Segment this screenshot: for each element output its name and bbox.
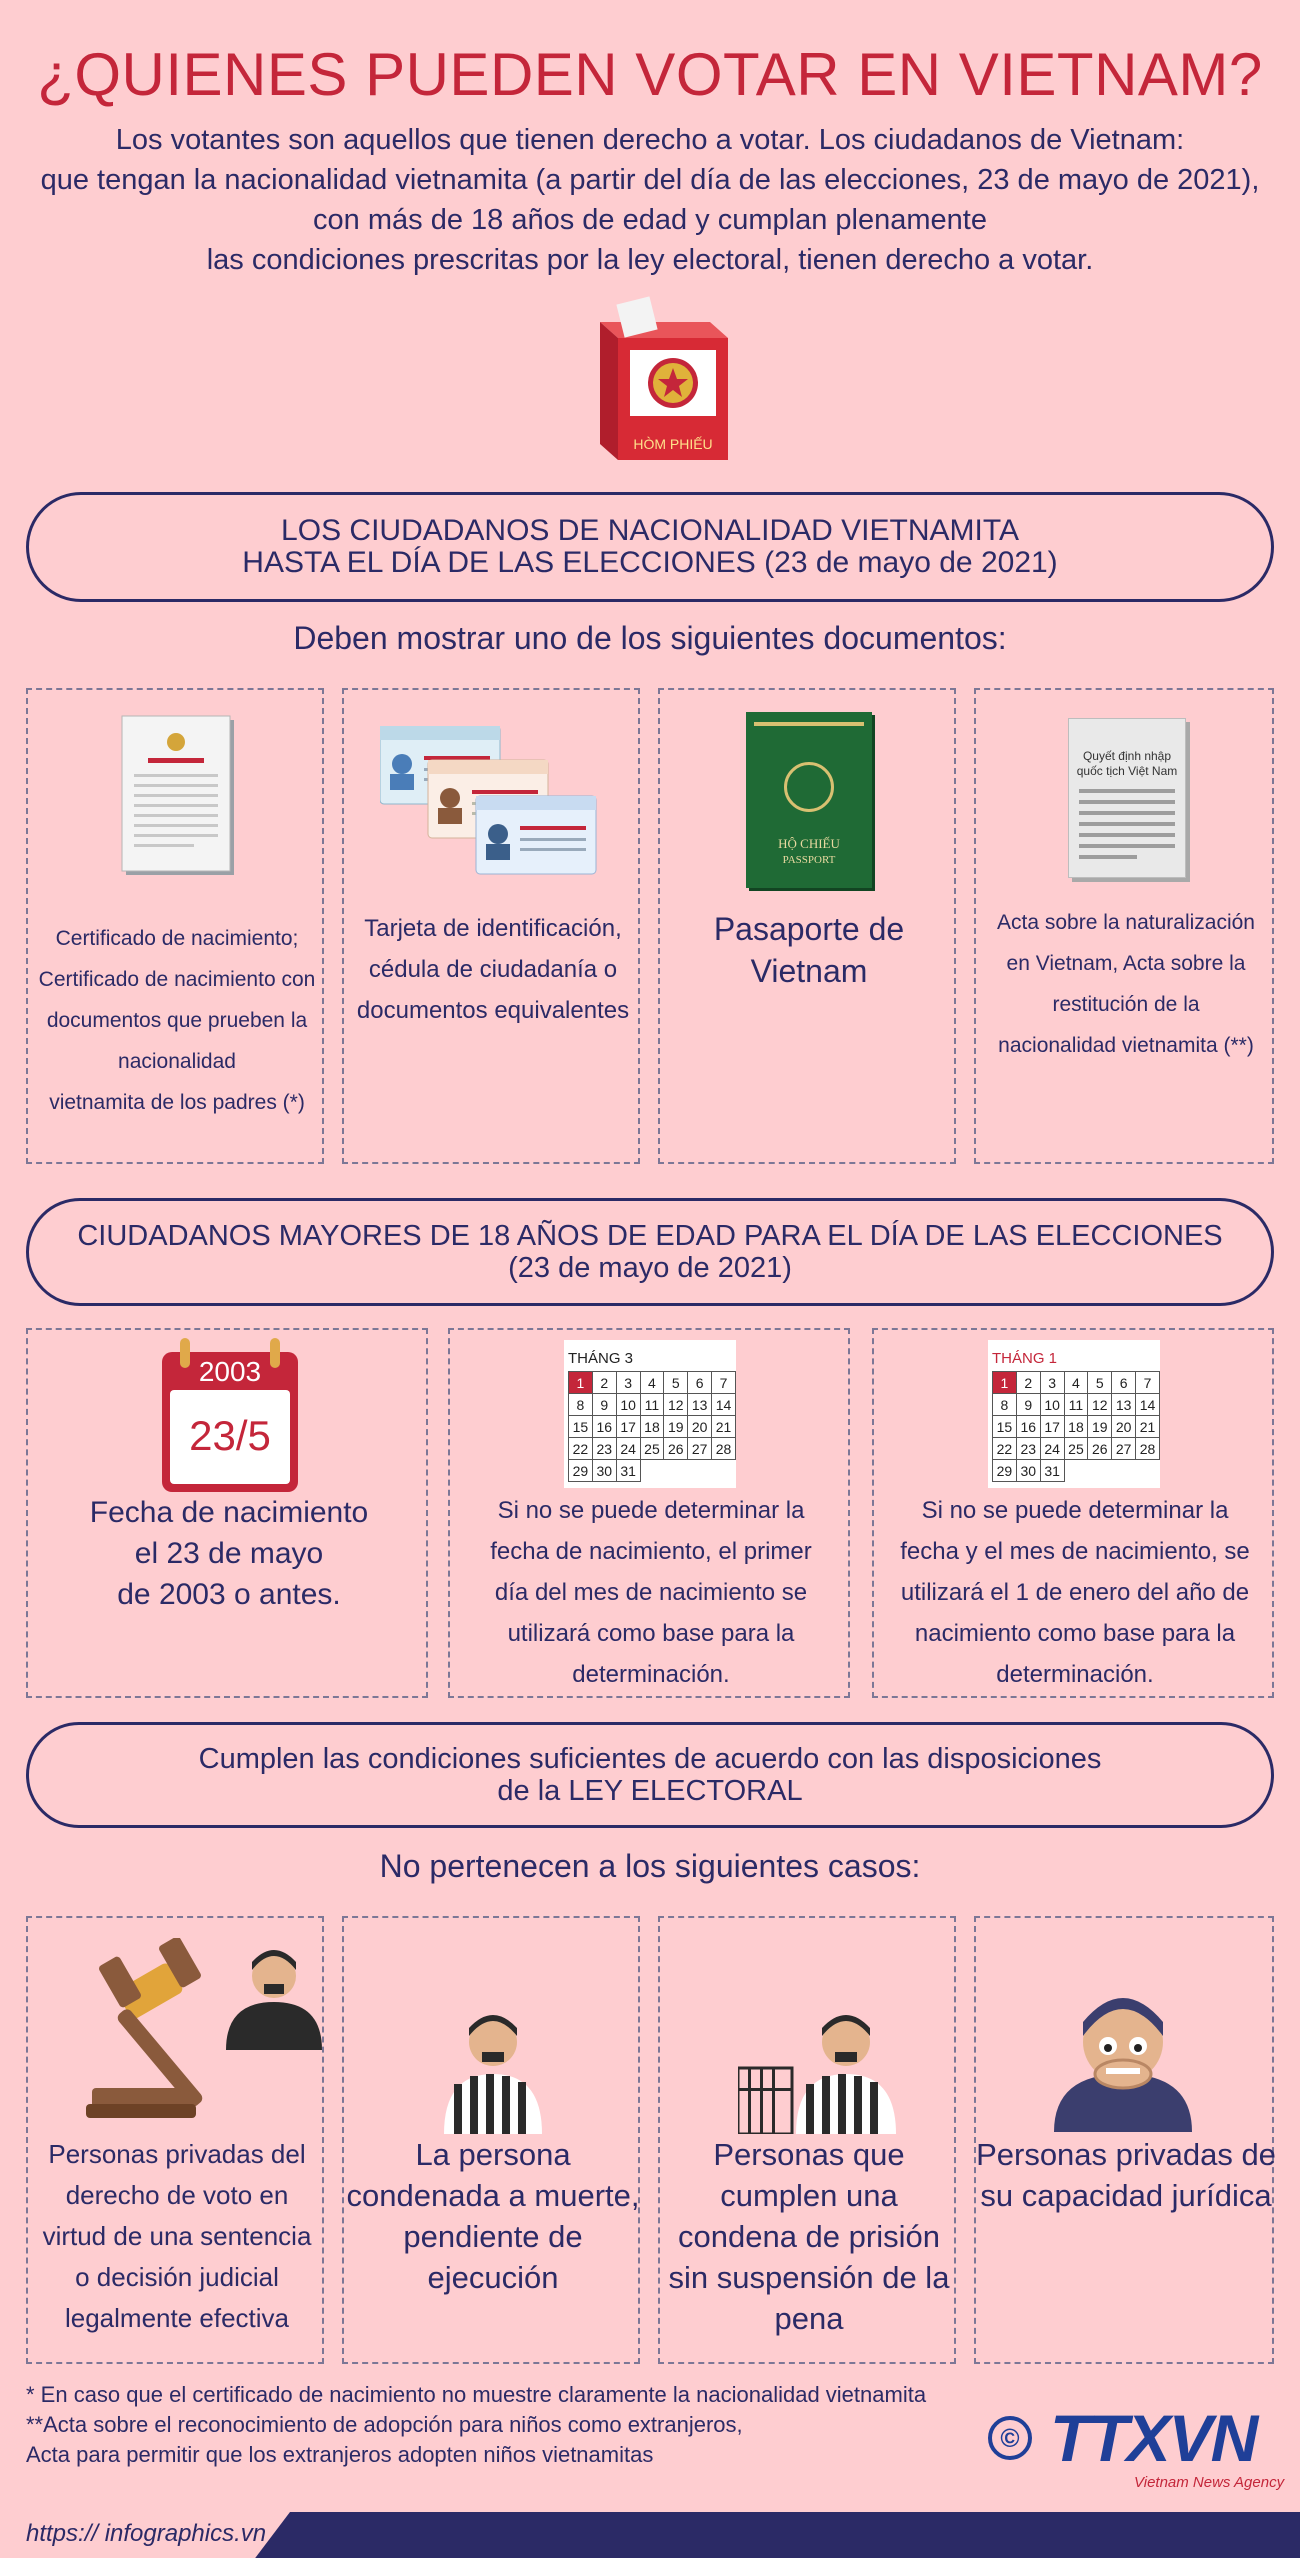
calendar-day: 16 — [592, 1416, 616, 1438]
document-card-text — [660, 908, 958, 992]
document-card-text — [28, 918, 326, 1123]
text-line: nacimiento como base para la — [914, 1620, 1236, 1647]
section3-heading — [26, 1722, 1274, 1828]
text-line: Fecha de nacimiento — [89, 1496, 369, 1529]
exclusion-card-text — [344, 2134, 642, 2298]
calendar-day: 15 — [993, 1416, 1017, 1438]
calendar-day: 19 — [664, 1416, 688, 1438]
text-line: condenada a muerte, — [346, 2178, 640, 2213]
text-line: Si no se puede determinar la — [497, 1497, 805, 1524]
page-title: ¿QUIENES PUEDEN VOTAR EN VIETNAM? — [37, 41, 1263, 108]
section1-heading-line: LOS CIUDADANOS DE NACIONALIDAD VIETNAMITA — [281, 514, 1019, 547]
exclusion-card-judgment — [26, 1916, 324, 2364]
calendar-day: 3 — [616, 1372, 640, 1394]
ballot-box-icon — [560, 290, 740, 470]
text-line: virtud de una sentencia — [42, 2221, 312, 2251]
text-line: Si no se puede determinar la — [921, 1497, 1229, 1524]
calendar-day: 22 — [993, 1438, 1017, 1460]
birth-certificate-icon — [118, 714, 238, 879]
calendar-day: 10 — [616, 1394, 640, 1416]
source-url-link[interactable]: https:// infographics.vn — [26, 2520, 267, 2547]
calendar-day: 13 — [688, 1394, 712, 1416]
calendar-day: 23 — [592, 1438, 616, 1460]
calendar-day: 16 — [1016, 1416, 1040, 1438]
text-line: nacionalidad vietnamita (**) — [998, 1034, 1254, 1057]
text-line: sin suspensión de la — [668, 2260, 950, 2295]
text-line: en Vietnam, Acta sobre la — [1006, 952, 1246, 975]
footnote: **Acta sobre el reconocimiento de adopción para niños como extranjeros, — [26, 2412, 743, 2437]
text-line: día del mes de nacimiento se — [494, 1579, 808, 1606]
text-line: condena de prisión — [678, 2219, 940, 2254]
calendar-day: 9 — [592, 1394, 616, 1416]
calendar-day: 17 — [616, 1416, 640, 1438]
footnote: * En caso que el certificado de nacimiento no muestre claramente la nacionalidad vietnamita — [26, 2382, 927, 2407]
calendar-day: 5 — [664, 1372, 688, 1394]
calendar-day: 1 — [993, 1372, 1017, 1394]
calendar-day: 10 — [1040, 1394, 1064, 1416]
text-line: fecha de nacimiento, el primer — [490, 1538, 812, 1565]
calendar-icon — [156, 1338, 304, 1498]
intro-line: Los votantes son aquellos que tienen derecho a votar. Los ciudadanos de Vietnam: — [115, 124, 1185, 156]
calendar-day: 9 — [1016, 1394, 1040, 1416]
calendar-day: 18 — [640, 1416, 664, 1438]
age-card-text — [874, 1490, 1276, 1695]
passport-title: HỘ CHIẾU — [778, 836, 840, 851]
age-card-birthdate — [26, 1328, 428, 1698]
ttxvn-tagline: Vietnam News Agency — [1134, 2474, 1285, 2491]
calendar-day: 31 — [1040, 1460, 1064, 1482]
exclusion-card-text — [28, 2134, 326, 2339]
calendar-day: 27 — [688, 1438, 712, 1460]
section2-heading-line: CIUDADANOS MAYORES DE 18 AÑOS DE EDAD PARA EL DÍA DE LAS ELECCIONES — [77, 1220, 1223, 1252]
text-line: utilizará como base para la — [507, 1620, 795, 1647]
calendar-day: 11 — [1064, 1394, 1088, 1416]
calendar-day: 2 — [592, 1372, 616, 1394]
text-line: Tarjeta de identificación, — [364, 915, 622, 942]
calendar-day: 15 — [569, 1416, 593, 1438]
text-line: nacionalidad — [118, 1050, 236, 1073]
calendar-day: 22 — [569, 1438, 593, 1460]
calendar-day: 6 — [688, 1372, 712, 1394]
calendar-day: 23 — [1016, 1438, 1040, 1460]
document-card-text — [976, 902, 1276, 1066]
text-line: Vietnam — [750, 953, 868, 989]
gavel-person-icon — [86, 1938, 326, 2128]
calendar-day: 21 — [712, 1416, 736, 1438]
calendar-day: 29 — [569, 1460, 593, 1482]
id-cards-icon — [380, 726, 610, 876]
text-line: Personas que — [713, 2137, 905, 2172]
calendar-day: 3 — [1040, 1372, 1064, 1394]
calendar-day: 6 — [1112, 1372, 1136, 1394]
calendar-day: 26 — [664, 1438, 688, 1460]
text-line: pena — [774, 2301, 844, 2336]
calendar-day: 12 — [1088, 1394, 1112, 1416]
text-line: o decisión judicial — [75, 2262, 279, 2292]
document-title-line: quốc tịch Việt Nam — [1076, 764, 1178, 778]
passport-subtitle: PASSPORT — [782, 854, 836, 866]
text-line: determinación. — [996, 1661, 1154, 1688]
age-card-year — [872, 1328, 1274, 1698]
text-line: pendiente de — [403, 2219, 583, 2254]
calendar-month-icon — [988, 1340, 1160, 1488]
calendar-day: 24 — [616, 1438, 640, 1460]
section1-heading-line: HASTA EL DÍA DE LAS ELECCIONES (23 de mayo de 2021) — [242, 546, 1058, 579]
text-line: legalmente efectiva — [64, 2303, 290, 2333]
text-line: La persona — [415, 2137, 571, 2172]
prisoner-bars-icon — [738, 2008, 902, 2134]
text-line: utilizará el 1 de enero del año de — [900, 1579, 1250, 1606]
document-title — [1069, 749, 1185, 779]
exclusion-card-death-sentence — [342, 1916, 640, 2364]
text-line: vietnamita de los padres (*) — [49, 1091, 305, 1114]
copyright-icon: © — [988, 2416, 1032, 2460]
calendar-month-label: THÁNG 3 — [568, 1350, 634, 1367]
calendar-day: 20 — [688, 1416, 712, 1438]
calendar-day: 5 — [1088, 1372, 1112, 1394]
section3-heading-line: Cumplen las condiciones suficientes de acuerdo con las disposiciones — [198, 1743, 1102, 1775]
section1-subheading: Deben mostrar uno de los siguientes documentos: — [293, 620, 1007, 656]
document-title-line: Quyết định nhập — [1082, 749, 1172, 763]
text-line: Personas privadas del — [48, 2139, 306, 2169]
calendar-day: 4 — [640, 1372, 664, 1394]
text-line: ejecución — [427, 2260, 559, 2295]
calendar-day: 14 — [712, 1394, 736, 1416]
distressed-person-icon — [1048, 1982, 1198, 2132]
intro-line: las condiciones prescritas por la ley electoral, tienen derecho a votar. — [206, 244, 1094, 276]
calendar-day: 28 — [712, 1438, 736, 1460]
exclusion-card-text — [976, 2134, 1276, 2216]
calendar-day: 17 — [1040, 1416, 1064, 1438]
document-card-birth-certificate — [26, 688, 324, 1164]
passport-icon — [746, 712, 872, 888]
text-line: de 2003 o antes. — [117, 1578, 341, 1611]
document-card-passport — [658, 688, 956, 1164]
section3-heading-line: de la LEY ELECTORAL — [497, 1775, 803, 1807]
text-line: documentos que prueben la — [46, 1009, 308, 1032]
calendar-month-label: THÁNG 1 — [992, 1350, 1058, 1367]
calendar-day: 19 — [1088, 1416, 1112, 1438]
section3-subheading: No pertenecen a los siguientes casos: — [379, 1848, 921, 1884]
calendar-day: 4 — [1064, 1372, 1088, 1394]
text-line: derecho de voto en — [65, 2180, 289, 2210]
calendar-month-icon — [564, 1340, 736, 1488]
section2-heading — [26, 1198, 1274, 1306]
document-card-naturalization — [974, 688, 1274, 1164]
text-line: cumplen una — [720, 2178, 898, 2213]
calendar-grid — [568, 1371, 736, 1482]
calendar-day: 29 — [993, 1460, 1017, 1482]
calendar-day: 8 — [569, 1394, 593, 1416]
text-line: cédula de ciudadanía o — [368, 956, 618, 983]
age-card-text — [28, 1492, 430, 1615]
calendar-day: 25 — [1064, 1438, 1088, 1460]
footnotes — [26, 2380, 926, 2470]
calendar-day: 25 — [640, 1438, 664, 1460]
text-line: Personas privadas de — [976, 2137, 1276, 2172]
calendar-day: 13 — [1112, 1394, 1136, 1416]
calendar-day: 31 — [616, 1460, 640, 1482]
calendar-day: 20 — [1112, 1416, 1136, 1438]
calendar-year: 2003 — [198, 1356, 262, 1387]
ttxvn-logo: TTXVN — [1050, 2401, 1257, 2475]
section1-heading — [26, 492, 1274, 602]
calendar-day: 30 — [1016, 1460, 1040, 1482]
text-line: restitución de la — [1052, 993, 1200, 1016]
intro-line: con más de 18 años de edad y cumplan plenamente — [313, 204, 987, 236]
calendar-day: 11 — [640, 1394, 664, 1416]
calendar-day: 14 — [1136, 1394, 1160, 1416]
prisoner-icon — [440, 2008, 546, 2134]
text-line: Certificado de nacimiento con — [38, 968, 316, 991]
text-line: documentos equivalentes — [356, 997, 630, 1024]
calendar-day: 27 — [1112, 1438, 1136, 1460]
document-card-text — [344, 908, 642, 1031]
calendar-day: 26 — [1088, 1438, 1112, 1460]
calendar-day: 8 — [993, 1394, 1017, 1416]
footnote: Acta para permitir que los extranjeros adopten niños vietnamitas — [26, 2442, 654, 2467]
intro-paragraph — [0, 120, 1300, 280]
calendar-day: 12 — [664, 1394, 688, 1416]
age-card-month — [448, 1328, 850, 1698]
exclusion-card-text — [660, 2134, 958, 2339]
document-card-id — [342, 688, 640, 1164]
ballot-box-label: HÒM PHIẾU — [633, 436, 713, 452]
age-card-text — [450, 1490, 852, 1695]
exclusion-card-legal-capacity — [974, 1916, 1274, 2364]
calendar-grid — [992, 1371, 1160, 1482]
intro-line: que tengan la nacionalidad vietnamita (a partir del día de las elecciones, 23 de mayo de 2021), — [40, 164, 1260, 196]
calendar-date: 23/5 — [189, 1412, 271, 1459]
calendar-day: 1 — [569, 1372, 593, 1394]
calendar-day: 24 — [1040, 1438, 1064, 1460]
calendar-day: 21 — [1136, 1416, 1160, 1438]
calendar-day: 7 — [1136, 1372, 1160, 1394]
exclusion-card-prison — [658, 1916, 956, 2364]
calendar-day: 18 — [1064, 1416, 1088, 1438]
text-line: fecha y el mes de nacimiento, se — [900, 1538, 1250, 1565]
calendar-day: 2 — [1016, 1372, 1040, 1394]
naturalization-document-icon — [1068, 718, 1186, 878]
text-line: el 23 de mayo — [134, 1537, 324, 1570]
text-line: Certificado de nacimiento; — [55, 927, 299, 950]
text-line: Acta sobre la naturalización — [997, 911, 1255, 934]
text-line: su capacidad jurídica — [980, 2178, 1272, 2213]
calendar-day: 28 — [1136, 1438, 1160, 1460]
calendar-day: 7 — [712, 1372, 736, 1394]
text-line: Pasaporte de — [713, 911, 905, 947]
text-line: determinación. — [572, 1661, 730, 1688]
calendar-day: 30 — [592, 1460, 616, 1482]
section2-heading-line: (23 de mayo de 2021) — [508, 1252, 792, 1284]
